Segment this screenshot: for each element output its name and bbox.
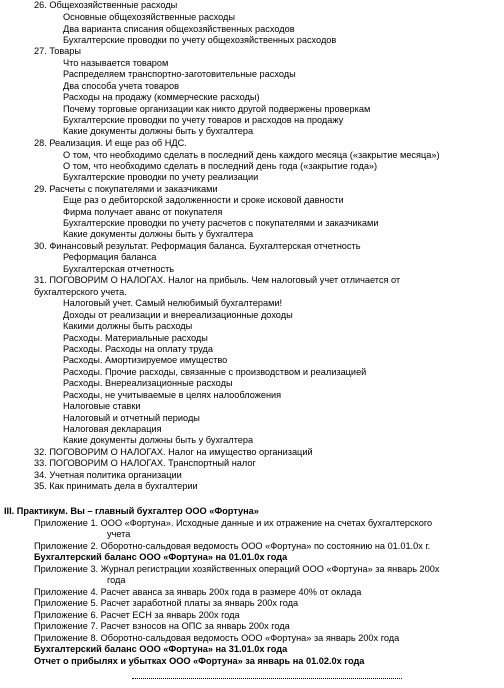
section-31-item: Какие документы должны быть у бухгалтера (63, 435, 254, 445)
appendix-2: Приложение 2. Оборотно-сальдовая ведомость ООО «Фортуна» по состоянию на 01.01.0х г. (34, 541, 431, 551)
section-27-title: 27. Товары (34, 46, 81, 56)
section-30-item: Бухгалтерская отчетность (63, 264, 175, 274)
section-31-item: Налоговый и отчетный периоды (63, 413, 200, 423)
section-27-item: Расходы на продажу (коммерческие расходы) (63, 92, 260, 102)
section-27-item: Какие документы должны быть у бухгалтера (63, 126, 254, 136)
section-27-item: Бухгалтерские проводки по учету товаров и расходов на продажу (63, 115, 344, 125)
section-31-item: Расходы. Материальные расходы (63, 333, 208, 343)
section-28-item: Бухгалтерские проводки по учету реализации (63, 172, 259, 182)
appendix-3: Приложение 3. Журнал регистрации хозяйственных операций ООО «Фортуна» за январь 200х (34, 564, 440, 574)
section-31-title-cont: бухгалтерского учета. (34, 287, 127, 297)
section-29-title: 29. Расчеты с покупателями и заказчиками (34, 184, 218, 194)
section-29-item: Какие документы должны быть у бухгалтера (63, 229, 254, 239)
dotted-separator (132, 678, 402, 679)
section-33-title: 33. ПОГОВОРИМ О НАЛОГАХ. Транспортный налог (34, 458, 256, 468)
section-31-item: Расходы. Расходы на оплату труда (63, 344, 213, 354)
appendix-6: Приложение 6. Расчет ЕСН за январь 200х года (34, 610, 240, 620)
section-28-item: О том, что необходимо сделать в последний день каждого месяца («закрытие месяца») (63, 150, 440, 160)
section-26-title: 26. Общехозяйственные расходы (34, 0, 178, 10)
section-26-item: Основные общехозяйственные расходы (63, 12, 235, 22)
section-31-item: Расходы. Внереализационные расходы (63, 378, 233, 388)
balance-sheet-closing: Бухгалтерский баланс ООО «Фортуна» на 31.01.0х года (34, 644, 288, 654)
section-29-item: Бухгалтерские проводки по учету расчетов с покупателями и заказчиками (63, 218, 379, 228)
profit-loss-report: Отчет о прибылях и убытках ООО «Фортуна» за январь на 01.02.0х года (34, 656, 365, 666)
section-27-item: Распределяем транспортно-заготовительные расходы (63, 69, 296, 79)
section-31-item: Расходы. Амортизируемое имущество (63, 355, 228, 365)
section-30-title: 30. Финансовый результат. Реформация баланса. Бухгалтерская отчетность (34, 241, 361, 251)
balance-sheet-opening: Бухгалтерский баланс ООО «Фортуна» на 01.01.0х года (34, 552, 288, 562)
section-27-item: Почему торговые организации как никто другой подвержены проверкам (63, 104, 371, 114)
section-31-item: Налоговая декларация (63, 424, 162, 434)
section-35-title: 35. Как принимать дела в бухгалтерии (34, 481, 198, 491)
appendix-7: Приложение 7. Расчет взносов на ОПС за январь 200х года (34, 621, 290, 631)
section-31-item: Какими должны быть расходы (63, 321, 193, 331)
section-31-item: Расходы, не учитываемые в целях налообложения (63, 390, 282, 400)
section-28-item: О том, что необходимо сделать в последний день года («закрытие года») (63, 161, 378, 171)
section-31-item: Налоговые ставки (63, 401, 141, 411)
section-31-item: Налоговый учет. Самый нелюбимый бухгалтерами! (63, 298, 283, 308)
section-28-title: 28. Реализация. И еще раз об НДС. (34, 138, 187, 148)
section-31-item: Расходы. Прочие расходы, связанные с производством и реализацией (63, 367, 367, 377)
section-34-title: 34. Учетная политика организации (34, 470, 182, 480)
appendix-3-cont: года (107, 575, 126, 585)
appendix-4: Приложение 4. Расчет аванса за январь 200х года в размере 40% от оклада (34, 587, 362, 597)
appendix-5: Приложение 5. Расчет заработной платы за январь 200х года (34, 598, 299, 608)
section-26-item: Бухгалтерские проводки по учету общехозяйственных расходов (63, 35, 337, 45)
section-29-item: Фирма получает аванс от покупателя (63, 207, 223, 217)
section-31-title: 31. ПОГОВОРИМ О НАЛОГАХ. Налог на прибыль. Чем налоговый учет отличается от (34, 275, 401, 285)
part-3-heading: III. Практикум. Вы – главный бухгалтер ООО «Фортуна» (4, 506, 259, 516)
section-27-item: Два способа учета товаров (63, 81, 180, 91)
section-31-item: Доходы от реализации и внереализационные доходы (63, 310, 293, 320)
section-29-item: Еще раз о дебиторской задолженности и сроке исковой давности (63, 195, 344, 205)
section-26-item: Два варианта списания общехозяйственных расходов (63, 24, 295, 34)
appendix-1: Приложение 1. ООО «Фортуна». Исходные данные и их отражение на счетах бухгалтерского (34, 518, 433, 528)
appendix-8: Приложение 8. Оборотно-сальдовая ведомость ООО «Фортуна» за январь 200х года (34, 633, 400, 643)
appendix-1-cont: учета (107, 529, 131, 539)
section-30-item: Реформация баланса (63, 252, 157, 262)
section-27-item: Что называется товаром (63, 58, 169, 68)
section-32-title: 32. ПОГОВОРИМ О НАЛОГАХ. Налог на имущество организаций (34, 447, 313, 457)
